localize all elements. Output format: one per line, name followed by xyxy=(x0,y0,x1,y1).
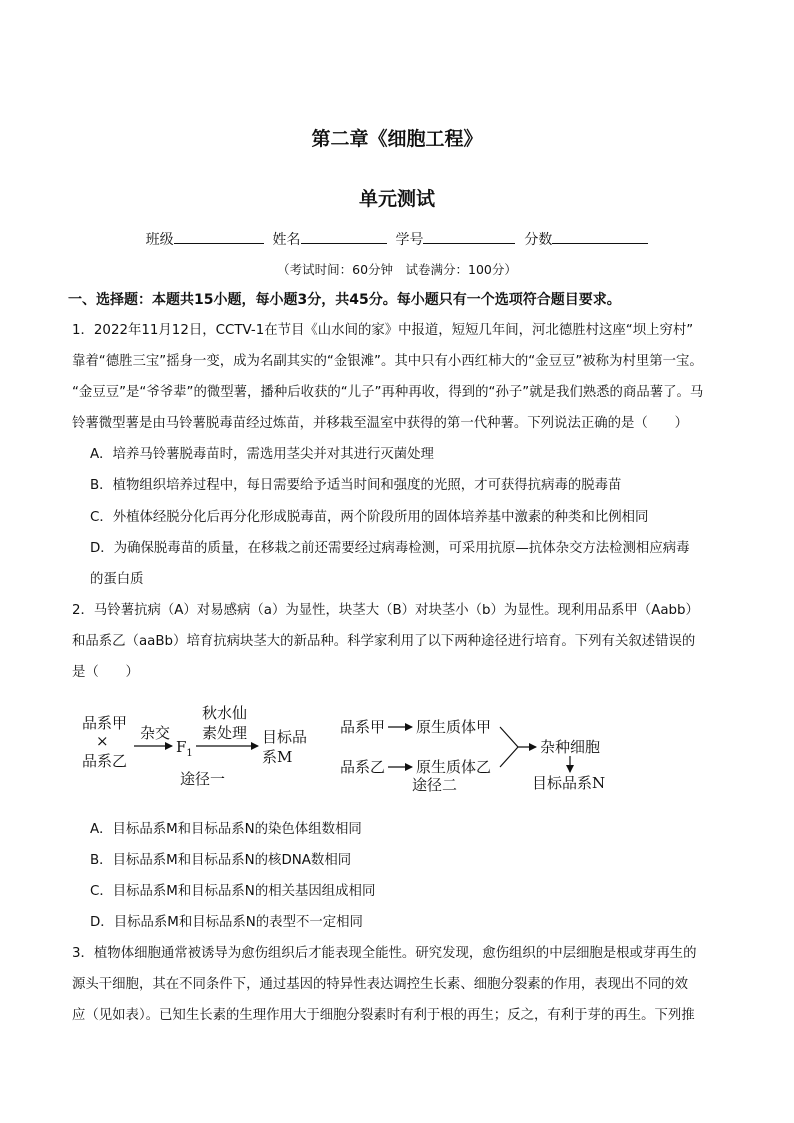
colchicine-label-1: 秋水仙 xyxy=(202,704,248,722)
strain-a-label: 品系甲 xyxy=(82,714,128,732)
page-title: 第二章《细胞工程》 xyxy=(311,128,483,150)
target-m-label-2: 系M xyxy=(262,748,293,766)
q2-option-c: C．目标品系M和目标品系N的相关基因组成相同 xyxy=(90,884,376,899)
student-info-line xyxy=(0,229,794,249)
q3-line-2: 源头干细胞，其在不同条件下，通过基因的特异性表达调控生长素、细胞分裂素的作用，表现出不同的效 xyxy=(72,977,688,992)
fusion-join-lines xyxy=(500,727,518,767)
protoplast-b-label: 原生质体乙 xyxy=(416,758,492,776)
colchicine-label-2: 素处理 xyxy=(202,724,248,742)
hybrid-cell-label: 杂种细胞 xyxy=(540,738,601,756)
name-label: 姓名 xyxy=(272,232,301,248)
route-two-label: 途径二 xyxy=(412,776,458,794)
score-label: 分数 xyxy=(524,232,553,248)
route2-strain-a-label: 品系甲 xyxy=(340,718,386,736)
q1-line-2: 靠着“德胜三宝”摇身一变，成为名副其实的“金银滩”。其中只有小西红柿大的“金豆豆”被称为村里第一宝。 xyxy=(72,354,703,369)
strain-b-label: 品系乙 xyxy=(82,752,128,770)
q3-line-3: 应（见如表）。已知生长素的生理作用大于细胞分裂素时有利于根的再生；反之，有利于芽的再生。下列推 xyxy=(72,1008,695,1023)
protoplast-a-label: 原生质体甲 xyxy=(416,718,492,736)
section-title: 一、选择题：本题共15小题，每小题3分，共45分。每小题只有一个选项符合题目要求。 xyxy=(68,292,621,308)
q1-option-b: B．植物组织培养过程中，每日需要给予适当时间和强度的光照，才可获得抗病毒的脱毒苗 xyxy=(90,478,622,493)
number-label: 学号 xyxy=(395,232,424,248)
target-m-label-1: 目标品 xyxy=(262,728,308,746)
f1-label: $F_1$ xyxy=(176,738,193,759)
hybridize-label: 杂交 xyxy=(140,724,171,742)
q2-line-3: 是（ ） xyxy=(72,665,139,680)
q1-option-c: C．外植体经脱分化后再分化形成脱毒苗，两个阶段所用的固体培养基中激素的种类和比例相同 xyxy=(90,510,649,525)
q2-line-2: 和品系乙（aaBb）培育抗病块茎大的新品种。科学家利用了以下两种途径进行培育。下列有关叙述错误的 xyxy=(72,634,696,649)
q1-option-a: A．培养马铃薯脱毒苗时，需选用茎尖并对其进行灭菌处理 xyxy=(90,447,434,462)
q1-option-d-cont: 的蛋白质 xyxy=(90,572,144,587)
cross-symbol: × xyxy=(96,732,109,750)
q2-option-b: B．目标品系M和目标品系N的核DNA数相同 xyxy=(90,853,352,868)
q1-option-d: D．为确保脱毒苗的质量，在移栽之前还需要经过病毒检测，可采用抗原—抗体杂交方法检测相应病毒 xyxy=(90,541,690,556)
class-blank[interactable] xyxy=(174,229,264,244)
name-blank[interactable] xyxy=(301,229,387,244)
route-one-label: 途径一 xyxy=(180,770,226,788)
number-blank[interactable] xyxy=(423,229,515,244)
q2-option-d: D．目标品系M和目标品系N的表型不一定相同 xyxy=(90,915,363,930)
class-label: 班级 xyxy=(145,232,174,248)
route2-strain-b-label: 品系乙 xyxy=(340,758,386,776)
page-subtitle: 单元测试 xyxy=(358,188,435,210)
q1-line-3: “金豆豆”是“爷爷辈”的微型薯，播种后收获的“儿子”再种再收，得到的“孙子”就是我们熟悉的商品薯了。马 xyxy=(72,385,704,400)
q2-option-a: A．目标品系M和目标品系N的染色体组数相同 xyxy=(90,822,362,837)
q2-line-1: 2．马铃薯抗病（A）对易感病（a）为显性，块茎大（B）对块茎小（b）为显性。现利用品系甲（Aabb） xyxy=(72,603,699,618)
score-blank[interactable] xyxy=(552,229,648,244)
exam-info: （考试时间：60分钟 试卷满分：100分） xyxy=(277,262,517,277)
target-n-label: 目标品系N xyxy=(532,774,606,792)
q1-line-4: 铃薯微型薯是由马铃薯脱毒苗经过炼苗，并移栽至温室中获得的第一代种薯。下列说法正确的是（ ） xyxy=(72,416,688,431)
q1-line-1: 1．2022年11月12日，CCTV-1在节目《山水间的家》中报道，短短几年间，河北德胜村这座“坝上穷村” xyxy=(72,323,694,338)
q3-line-1: 3．植物体细胞通常被诱导为愈伤组织后才能表现全能性。研究发现，愈伤组织的中层细胞是根或芽再生的 xyxy=(72,946,697,961)
breeding-diagram xyxy=(72,696,632,802)
